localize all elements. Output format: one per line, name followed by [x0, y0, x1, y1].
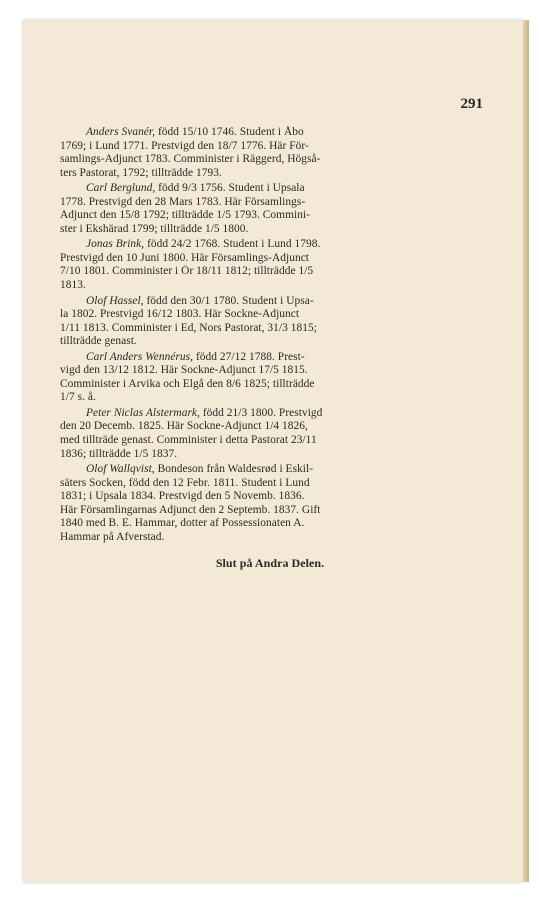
entry-first-line	[60, 351, 480, 365]
person-name: Carl Berglund,	[86, 182, 156, 195]
line-text: Prestvigd den 10 Juni 1800. Här Församlings-Adjunct	[60, 251, 310, 264]
biography-entry	[60, 407, 480, 461]
entry-first-line	[60, 182, 480, 196]
line-text: säters Socken, född den 12 Febr. 1811. Student i Lund	[60, 476, 310, 489]
person-name: Olof Wallqvist,	[86, 463, 155, 476]
line-text: tillträdde genast.	[60, 335, 137, 348]
entry-first-line	[60, 238, 480, 252]
entry-line	[60, 252, 480, 266]
entry-first-line	[60, 126, 480, 140]
line-text: född 21/3 1800. Prestvigd	[199, 406, 323, 419]
entry-line	[60, 391, 480, 405]
line-text: född 9/3 1756. Student i Upsala	[155, 182, 305, 195]
entry-line	[60, 420, 480, 434]
biography-entry	[60, 182, 480, 236]
line-text: 7/10 1801. Comminister i Ör 18/11 1812; tillträdde 1/5	[60, 265, 314, 278]
entry-line	[60, 223, 480, 237]
entry-line	[60, 490, 480, 504]
line-text: Adjunct den 15/8 1792; tillträdde 1/5 1793. Commini-	[60, 209, 311, 222]
page-edge	[523, 20, 529, 882]
line-text: la 1802. Prestvigd 16/12 1803. Här Sockne-Adjunct	[60, 308, 300, 321]
person-name: Jonas Brink,	[86, 238, 145, 251]
person-name: Carl Anders Wennérus,	[86, 350, 194, 363]
entry-line	[60, 153, 480, 167]
biography-entry	[60, 295, 480, 349]
entry-line	[60, 335, 480, 349]
entry-line	[60, 322, 480, 336]
page-number: 291	[460, 96, 483, 112]
line-text: född den 30/1 1780. Student i Upsa-	[143, 294, 314, 307]
page-text	[60, 126, 480, 571]
entry-line	[60, 308, 480, 322]
entry-line	[60, 531, 480, 545]
line-text: 1831; i Upsala 1834. Prestvigd den 5 Novemb. 1836.	[60, 490, 305, 503]
line-text: 1778. Prestvigd den 28 Mars 1783. Här Församlings-	[60, 195, 306, 208]
entry-line	[60, 167, 480, 181]
entry-line	[60, 504, 480, 518]
line-text: den 20 Decemb. 1825. Här Sockne-Adjunct 1/4 1826,	[60, 420, 308, 433]
person-name: Anders Svanér,	[86, 126, 156, 138]
line-text: född 15/10 1746. Student i Åbo	[155, 126, 304, 138]
line-text: Hammar på Afverstad.	[60, 530, 165, 543]
entry-line	[60, 140, 480, 154]
entry-list	[60, 126, 480, 544]
line-text: 1836; tillträdde 1/5 1837.	[60, 447, 178, 460]
biography-entry	[60, 238, 480, 292]
entry-line	[60, 209, 480, 223]
person-name: Peter Niclas Alstermark,	[86, 406, 200, 419]
entry-line	[60, 265, 480, 279]
person-name: Olof Hassel,	[86, 294, 144, 307]
book-page	[23, 20, 523, 882]
entry-first-line	[60, 407, 480, 421]
entry-line	[60, 196, 480, 210]
line-text: samlings-Adjunct 1783. Comminister i Räggerd, Högså-	[60, 153, 321, 166]
line-text: 1840 med B. E. Hammar, dotter af Possessionaten A.	[60, 517, 305, 530]
entry-line	[60, 517, 480, 531]
line-text: med tillträde genast. Comminister i detta Pastorat 23/11	[60, 434, 317, 447]
line-text: Bondeson från Waldesrød i Eskil-	[154, 463, 314, 476]
entry-line	[60, 434, 480, 448]
entry-line	[60, 448, 480, 462]
entry-line	[60, 279, 480, 293]
biography-entry	[60, 126, 480, 180]
line-text: vigd den 13/12 1812. Här Sockne-Adjunct 17/5 1815.	[60, 364, 308, 377]
line-text: 1769; i Lund 1771. Prestvigd den 18/7 1776. Här För-	[60, 139, 309, 152]
entry-line	[60, 477, 480, 491]
line-text: född 27/12 1788. Prest-	[193, 350, 305, 363]
biography-entry	[60, 463, 480, 544]
entry-first-line	[60, 463, 480, 477]
entry-line	[60, 378, 480, 392]
entry-first-line	[60, 295, 480, 309]
line-text: ters Pastorat, 1792; tillträdde 1793.	[60, 166, 222, 179]
line-text: 1/7 s. å.	[60, 391, 96, 404]
line-text: 1813.	[60, 279, 86, 292]
line-text: ster i Ekshärad 1799; tillträdde 1/5 1800.	[60, 222, 249, 235]
closing-line: Slut på Andra Delen.	[215, 556, 325, 571]
biography-entry	[60, 351, 480, 405]
line-text: Comminister i Arvika och Elgå den 8/6 1825; tillträdde	[60, 377, 315, 390]
entry-line	[60, 364, 480, 378]
line-text: född 24/2 1768. Student i Lund 1798.	[144, 238, 321, 251]
line-text: Här Församlingarnas Adjunct den 2 Septemb. 1837. Gift	[60, 503, 321, 516]
line-text: 1/11 1813. Comminister i Ed, Nors Pastorat, 31/3 1815;	[60, 321, 317, 334]
